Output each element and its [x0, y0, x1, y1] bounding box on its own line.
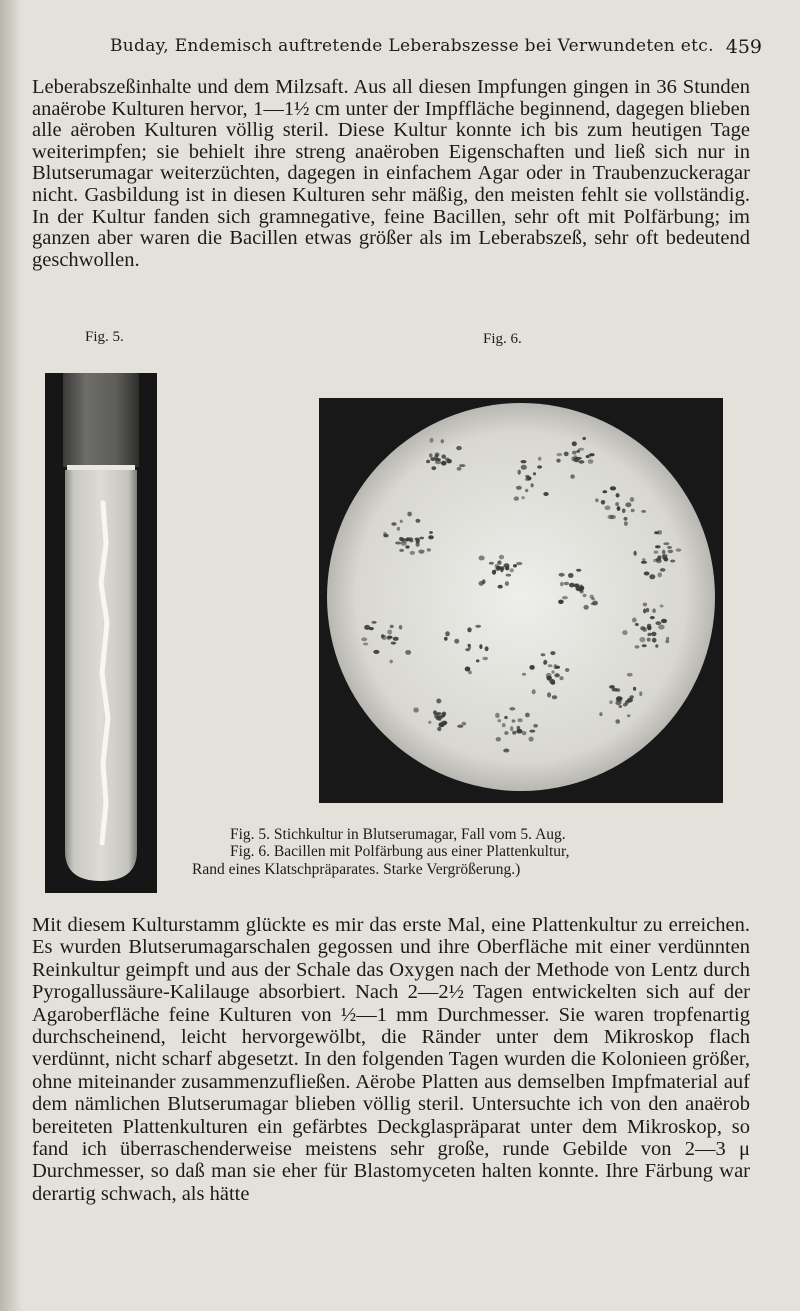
bacterium-dot: [395, 542, 401, 545]
bacterium-dot: [543, 662, 546, 665]
bacterium-dot: [617, 506, 621, 511]
bacterium-dot: [556, 459, 560, 463]
bacterium-dot: [529, 665, 534, 670]
bacterium-dot: [578, 460, 584, 464]
bacterium-dot: [538, 457, 542, 461]
bacterium-dot: [445, 631, 450, 636]
bacterium-dot: [658, 572, 662, 577]
bacterium-dot: [662, 550, 666, 555]
bacterium-dot: [416, 519, 421, 523]
bacterium-dot: [525, 713, 530, 718]
bacterium-dot: [414, 538, 419, 541]
bacterium-dot: [655, 644, 658, 648]
bacterium-dot: [650, 616, 655, 619]
figure-5-test-tube-photo: [45, 373, 157, 893]
bacterium-dot: [516, 729, 522, 734]
bacterium-dot: [665, 640, 669, 644]
bacterium-dot: [416, 542, 420, 547]
bacterium-dot: [622, 630, 628, 635]
bacterium-dot: [660, 568, 666, 572]
bacterium-dot: [514, 496, 519, 500]
bacterium-dot: [419, 537, 424, 540]
bacterium-dot: [655, 545, 661, 548]
bacterium-dot: [457, 725, 463, 728]
bacterium-dot: [459, 464, 465, 467]
bacterium-dot: [541, 653, 546, 656]
bacterium-dot: [498, 719, 502, 722]
bacterium-dot: [525, 478, 531, 481]
bacterium-dot: [441, 714, 445, 717]
bacterium-dot: [512, 731, 516, 735]
page-number: 459: [725, 36, 762, 58]
bacterium-dot: [548, 664, 553, 667]
bacterium-dot: [475, 625, 481, 628]
bacterium-dot: [426, 460, 430, 463]
bacterium-dot: [568, 573, 574, 578]
caption-line-2: Fig. 6. Bacillen mit Polfärbung aus einer Plattenkultur,: [230, 843, 570, 861]
bacterium-dot: [643, 603, 647, 607]
bacterium-dot: [635, 645, 640, 649]
bacterium-dot: [372, 621, 377, 624]
bacterium-dot: [652, 638, 657, 643]
bacterium-dot: [547, 692, 551, 697]
bacterium-dot: [533, 724, 538, 728]
bacterium-dot: [550, 651, 555, 655]
bacterium-dot: [564, 582, 570, 586]
bacterium-dot: [551, 670, 554, 674]
page-header: [110, 36, 762, 60]
bacterium-dot: [529, 730, 535, 733]
bacterium-dot: [518, 718, 523, 722]
bacterium-dot: [502, 723, 506, 727]
bacterium-dot: [667, 546, 672, 549]
bacterium-dot: [437, 727, 441, 731]
bacterium-dot: [479, 644, 482, 649]
bacterium-dot: [498, 585, 503, 589]
bacterium-dot: [560, 582, 564, 587]
bacterium-dot: [632, 618, 637, 623]
bacterium-dot: [676, 548, 682, 551]
bacterium-dot: [390, 625, 394, 628]
bacterium-dot: [654, 551, 659, 554]
bacterium-dot: [393, 637, 399, 641]
bacterium-dot: [521, 496, 525, 499]
bacterium-dot: [647, 633, 651, 636]
bacterium-dot: [382, 635, 387, 640]
bacterium-dot: [496, 566, 501, 570]
bacterium-dot: [522, 673, 526, 676]
bacterium-dot: [634, 551, 637, 556]
bacterium-dot: [648, 627, 652, 630]
bacterium-dot: [500, 566, 504, 570]
bacterium-dot: [399, 625, 403, 630]
bacterium-dot: [525, 489, 528, 493]
bacterium-dot: [435, 453, 439, 457]
bacterium-dot: [492, 570, 496, 575]
bacterium-dot: [444, 637, 448, 641]
bacterium-dot: [639, 637, 645, 642]
bacterium-dot: [601, 500, 605, 505]
bacterium-dot: [657, 530, 662, 535]
bacterium-dot: [496, 737, 501, 742]
bacterium-dot: [482, 657, 488, 660]
bacterium-dot: [583, 594, 587, 597]
bacterium-dot: [599, 712, 602, 716]
bacterium-dot: [505, 581, 509, 586]
bacterium-dot: [413, 707, 419, 712]
bacterium-dot: [405, 650, 411, 655]
bacterium-dot: [610, 486, 616, 490]
bacterium-dot: [625, 502, 631, 507]
bacterium-dot: [428, 535, 434, 539]
bacterium-dot: [387, 636, 392, 639]
bacterium-dot: [625, 700, 629, 704]
bacterium-dot: [518, 470, 521, 475]
bacterium-dot: [383, 534, 388, 538]
bacterium-dot: [643, 609, 646, 614]
bacterium-dot: [595, 498, 599, 502]
bacterium-dot: [399, 549, 404, 552]
bacterium-dot: [564, 452, 569, 457]
bacterium-dot: [577, 586, 581, 591]
bacterium-dot: [630, 695, 634, 699]
bacterium-dot: [435, 713, 439, 718]
bacterium-dot: [627, 714, 630, 717]
bacterium-dot: [456, 446, 462, 450]
bacterium-dot: [430, 457, 435, 461]
bacterium-dot: [642, 644, 647, 647]
bacterium-dot: [652, 608, 656, 613]
bacterium-dot: [504, 731, 508, 735]
figure-caption: [180, 826, 740, 878]
bacterium-dot: [467, 627, 471, 632]
bacterium-dot: [454, 639, 459, 644]
bacterium-dot: [390, 660, 393, 663]
bacterium-dot: [641, 510, 646, 513]
bacterium-dot: [609, 700, 613, 704]
bacterium-dot: [512, 719, 516, 722]
bacterium-dot: [533, 472, 536, 475]
bacterium-dot: [610, 685, 615, 688]
bacterium-dot: [554, 673, 559, 677]
bacterium-dot: [658, 625, 664, 630]
bacterium-dot: [537, 465, 542, 468]
bacterium-dot: [482, 579, 486, 584]
bacterium-dot: [562, 596, 568, 599]
bacterium-dot: [591, 602, 596, 605]
bacterium-dot: [576, 450, 580, 453]
bacterium-dot: [441, 455, 446, 459]
bacterium-dot: [513, 564, 517, 567]
bacterium-dot: [479, 556, 485, 561]
bacterium-dot: [529, 737, 534, 742]
running-title: Buday, Endemisch auftretende Leberabszesse bei Verwundeten etc.: [110, 36, 714, 56]
bacterium-dot: [516, 562, 522, 565]
body-paragraph-2: Mit diesem Kulturstamm glückte es mir das erste Mal, eine Plattenkultur zu erreichen. Es wurden Blutserumagarschalen gegossen und ihre Oberfläche mit einer verdünnten Reinkultur geimpft und aus der Schale das Oxygen nach der Methode von Lentz durch Pyrogallussäure-Kalilauge absorbiert. Nach 2—2½ Tagen entwickelten sich auf der Agaroberfläche feine Kulturen von ½—1 mm Durchmesser. Sie waren tropfenartig durchscheinend, leicht hervorgewölbt, die Ränder unter dem Mikroskop flach verdünnt, nicht scharf abgesetzt. In den folgenden Tagen wurden die Kolonieen größer, ohne miteinander zusammenzufließen. Aërobe Platten aus demselben Impfmaterial auf dem nämlichen Blutserumagar blieben völlig steril. Untersuchte ich von den anaërob bereiteten Plattenkulturen ein gefärbtes Deckglaspräparat unter dem Mikroskop, so fand ich überraschenderweise meistens sehr große, runde Gebilde von 2—3 μ Durchmesser, so daß man sie eher für Blastomyceten halten konnte. Ihre Färbung war derartig schwach, als hätte: [32, 914, 750, 1205]
bacterium-dot: [543, 492, 548, 496]
bacterium-dot: [559, 676, 563, 680]
bacterium-dot: [430, 438, 434, 443]
bacterium-dot: [627, 673, 633, 677]
bacterium-dot: [630, 497, 634, 502]
bacterium-dot: [489, 562, 494, 565]
bacterium-dot: [407, 512, 412, 517]
bacterium-dot: [418, 550, 424, 554]
bacterium-dot: [431, 466, 436, 470]
bacterium-dot: [605, 506, 611, 511]
page-gutter: [0, 0, 22, 1311]
bacterium-dot: [462, 722, 467, 726]
bacterium-dot: [616, 493, 620, 497]
bacterium-dot: [624, 521, 628, 526]
bacterium-dot: [410, 551, 415, 555]
bacterium-dot: [565, 668, 569, 672]
bacterium-dot: [401, 539, 407, 543]
bacterium-dot: [552, 695, 557, 699]
bacterium-dot: [570, 474, 574, 478]
bacterium-dot: [429, 531, 433, 534]
bacterium-dot: [429, 453, 433, 458]
bacterium-dot: [647, 624, 651, 627]
bacterium-dot: [603, 490, 608, 493]
bacterium-dot: [427, 548, 431, 551]
caption-line-1: Fig. 5. Stichkultur in Blutserumagar, Fall vom 5. Aug.: [230, 826, 566, 843]
bacterium-dot: [647, 638, 651, 642]
bacterium-dot: [503, 749, 509, 753]
bacterium-dot: [509, 707, 515, 710]
bacterium-dot: [583, 605, 588, 610]
bacterium-dot: [649, 574, 655, 579]
bacterium-dot: [465, 648, 470, 651]
bacterium-dot: [590, 595, 594, 599]
bacterium-dot: [445, 458, 449, 461]
bacterium-dot: [610, 515, 616, 519]
bacterium-dot: [497, 560, 501, 564]
bacterium-dot: [574, 457, 580, 462]
bacterium-dot: [616, 697, 622, 701]
bacterium-dot: [624, 517, 628, 521]
bacterium-dot: [615, 719, 620, 724]
bacterium-dot: [532, 689, 536, 694]
bacterium-dot: [656, 558, 661, 561]
bacterium-dot: [641, 561, 647, 564]
bacterium-dot: [642, 558, 646, 561]
bacterium-dot: [639, 691, 642, 696]
bacterium-dot: [615, 502, 619, 506]
bacterium-dot: [361, 637, 367, 641]
bacterium-dot: [435, 458, 441, 461]
bacterium-dot: [635, 623, 639, 626]
bacterium-dot: [409, 540, 413, 543]
bacterium-dot: [391, 642, 396, 645]
figure-6-label: Fig. 6.: [483, 331, 522, 347]
bacterium-dot: [363, 643, 368, 646]
micrograph-illustration: [319, 398, 723, 803]
bacterium-dot: [572, 451, 577, 455]
bacterium-dot: [588, 459, 594, 464]
bacterium-dot: [468, 644, 471, 647]
bacterium-dot: [506, 574, 512, 577]
bacterium-dot: [521, 465, 527, 470]
bacterium-dot: [397, 527, 400, 531]
bacterium-dot: [618, 705, 622, 708]
bacterium-dot: [436, 699, 441, 704]
bacterium-dot: [495, 713, 500, 718]
bacterium-dot: [663, 542, 669, 545]
bacterium-dot: [587, 454, 591, 458]
bacterium-dot: [441, 439, 444, 443]
bacterium-dot: [559, 573, 565, 577]
bacterium-dot: [670, 560, 675, 563]
bacterium-dot: [651, 632, 656, 637]
bacterium-dot: [664, 557, 669, 561]
bacterium-dot: [546, 676, 552, 680]
figure-6-micrograph: [319, 398, 723, 803]
bacterium-dot: [521, 460, 527, 463]
bacterium-dot: [468, 671, 472, 675]
caption-line-3: Rand eines Klatschpräparates. Starke Vergrößerung.): [192, 860, 521, 878]
bacterium-dot: [576, 569, 581, 572]
bacterium-dot: [549, 679, 555, 684]
bacterium-dot: [642, 627, 647, 632]
bacterium-dot: [555, 666, 560, 669]
bacterium-dot: [517, 726, 521, 730]
bacterium-dot: [499, 555, 504, 560]
bacterium-dot: [644, 572, 650, 576]
bacterium-dot: [457, 467, 462, 471]
bacterium-dot: [369, 627, 374, 630]
bacterium-dot: [405, 545, 409, 548]
bacterium-dot: [633, 687, 636, 691]
bacterium-dot: [558, 600, 564, 604]
bacterium-dot: [505, 566, 509, 571]
bacterium-dot: [485, 646, 489, 651]
bacterium-dot: [373, 650, 379, 654]
bacterium-dot: [428, 721, 431, 724]
figure-5-label: Fig. 5.: [85, 329, 124, 345]
bacterium-dot: [655, 621, 661, 625]
bacterium-dot: [661, 619, 667, 623]
bacterium-dot: [510, 726, 514, 731]
bacterium-dot: [631, 509, 635, 513]
body-paragraph-1: Leberabszeßinhalte und dem Milzsaft. Aus all diesen Impfungen gingen in 36 Stunden anaërobe Kulturen hervor, 1—1½ cm unter der Impffläche beginnend, dagegen blieben alle aëroben Kulturen völlig steril. Diese Kultur konnte ich bis zum heutigen Tage weiterimpfen; sie behielt ihre streng anaëroben Eigenschaften und ließ sich nur in Blutserumagar weiterzüchten, dagegen in einfachem Agar oder in Traubenzuckeragar nicht. Gasbildung ist in diesen Kulturen sehr mäßig, den meisten fehlt sie vollständig. In der Kultur fanden sich gramnegative, feine Bacillen, sehr oft mit Polfärbung; im ganzen aber waren die Bacillen etwas größer als im Leberabszeß, sehr oft bedeutend geschwollen.: [32, 76, 750, 271]
bacterium-dot: [400, 520, 403, 523]
bacterium-dot: [660, 605, 664, 608]
bacterium-dot: [476, 659, 480, 662]
bacterium-dot: [668, 550, 674, 554]
bacterium-dot: [557, 453, 563, 456]
bacterium-dot: [582, 437, 586, 440]
bacterium-dot: [509, 568, 514, 572]
bacterium-dot: [387, 629, 392, 634]
bacterium-dot: [531, 483, 534, 487]
bacterium-dot: [516, 486, 522, 490]
bacterium-dot: [441, 461, 447, 466]
bacterium-dot: [504, 716, 508, 719]
bacterium-dot: [438, 718, 442, 721]
bacterium-dot: [439, 722, 445, 727]
bacterium-dot: [622, 509, 626, 514]
test-tube-illustration: [45, 373, 157, 893]
bacterium-dot: [391, 522, 396, 525]
bacterium-dot: [572, 441, 577, 446]
